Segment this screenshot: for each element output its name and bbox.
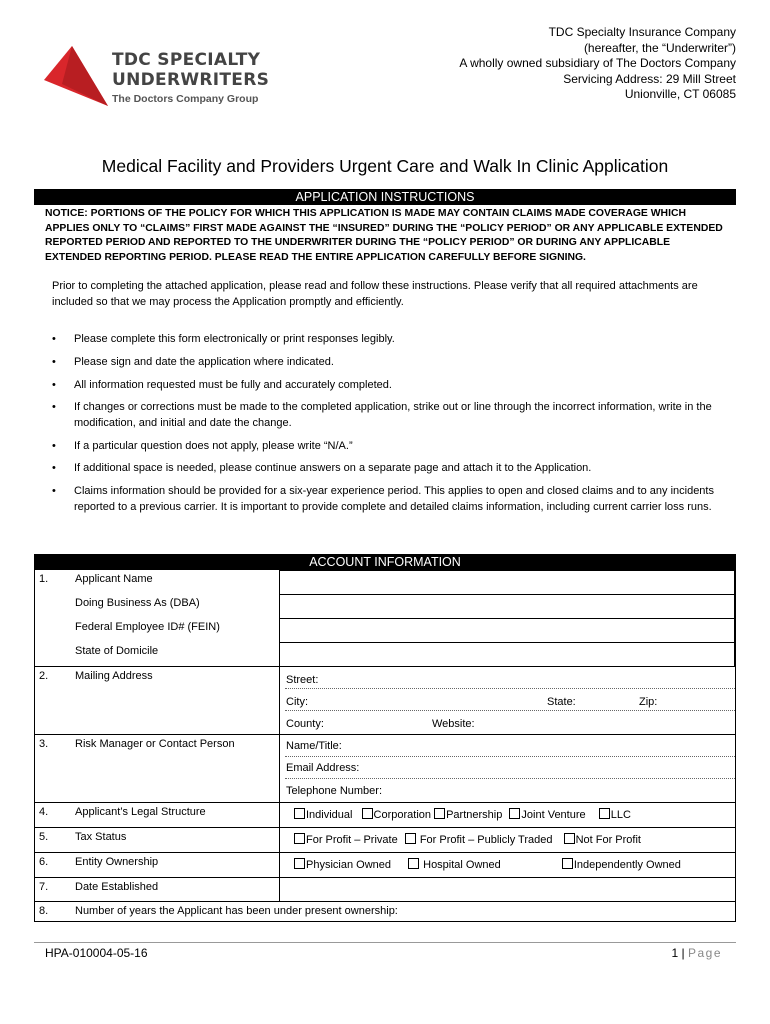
option-for-profit-public[interactable] bbox=[405, 833, 553, 846]
question-number: 7. bbox=[39, 881, 49, 893]
option-label: Physician Owned bbox=[306, 859, 391, 871]
column-divider bbox=[279, 853, 280, 878]
checkbox[interactable] bbox=[562, 858, 573, 869]
option-partnership[interactable] bbox=[434, 808, 502, 821]
company-line: (hereafter, the “Underwriter”) bbox=[583, 40, 736, 55]
question-row-4 bbox=[35, 802, 735, 828]
column-divider bbox=[279, 828, 280, 853]
instruction-item: • Claims information should be provided for a six-year experience period. This applies to open and closed claims and to any incidents reported to a previous carrier. It is important to provide complete and detailed claims information, including current carrier loss runs. bbox=[52, 484, 732, 515]
checkbox[interactable] bbox=[294, 858, 305, 869]
name-title-field[interactable]: Name/Title: bbox=[286, 740, 342, 752]
option-corporation[interactable] bbox=[362, 808, 431, 821]
checkbox[interactable] bbox=[509, 808, 520, 819]
question-number: 3. bbox=[39, 738, 49, 750]
dotted-divider bbox=[285, 756, 735, 757]
zip-field[interactable]: Zip: bbox=[639, 696, 658, 708]
legal-structure-label: Applicant’s Legal Structure bbox=[75, 806, 206, 818]
company-line: TDC Specialty Insurance Company bbox=[548, 25, 736, 39]
option-label: Independently Owned bbox=[573, 859, 681, 871]
instruction-item: • Please complete this form electronically or print responses legibly. bbox=[52, 332, 732, 348]
company-line: A wholly owned subsidiary of The Doctors Company bbox=[459, 56, 736, 70]
company-line: Servicing Address: 29 Mill Street bbox=[563, 71, 736, 86]
logo-text-line2: UNDERWRITERS bbox=[112, 70, 270, 90]
form-code: HPA-010004-05-16 bbox=[45, 946, 148, 960]
state-field[interactable]: State: bbox=[547, 696, 576, 708]
logo-text-line3: The Doctors Company Group bbox=[112, 93, 259, 105]
document-title: Medical Facility and Providers Urgent Care and Walk In Clinic Application bbox=[101, 156, 669, 176]
checkbox[interactable] bbox=[408, 858, 419, 869]
date-established-input[interactable] bbox=[280, 878, 735, 901]
page-number: 1 bbox=[671, 946, 679, 960]
date-established-label: Date Established bbox=[75, 881, 159, 893]
option-physician-owned[interactable] bbox=[294, 858, 391, 871]
page-indicator: 1 | Page bbox=[671, 946, 722, 960]
fein-label: Federal Employee ID# (FEIN) bbox=[75, 621, 220, 633]
option-label: LLC bbox=[610, 809, 631, 821]
option-label: For Profit – Private bbox=[306, 834, 398, 846]
city-field[interactable]: City: bbox=[286, 696, 308, 708]
website-field[interactable]: Website: bbox=[432, 718, 475, 730]
question-row-3 bbox=[35, 734, 735, 803]
instruction-item: • If additional space is needed, please continue answers on a separate page and attach it to the Application. bbox=[52, 461, 732, 477]
page-word: Page bbox=[687, 946, 722, 960]
option-label: Not For Profit bbox=[575, 834, 641, 846]
street-field[interactable]: Street: bbox=[286, 674, 319, 686]
option-joint-venture[interactable] bbox=[509, 808, 585, 821]
company-line: Unionville, CT 06085 bbox=[624, 87, 736, 101]
column-divider bbox=[279, 803, 280, 828]
question-row-6 bbox=[35, 852, 735, 878]
company-logo bbox=[42, 44, 270, 110]
instructions-header-bar: APPLICATION INSTRUCTIONS bbox=[34, 189, 736, 205]
dotted-divider bbox=[285, 688, 735, 689]
dba-input[interactable] bbox=[279, 594, 735, 619]
checkbox[interactable] bbox=[599, 808, 610, 819]
question-number: 6. bbox=[39, 856, 49, 868]
dotted-divider bbox=[285, 710, 735, 711]
years-ownership-label: Number of years the Applicant has been under present ownership: bbox=[75, 905, 398, 917]
instruction-item: • All information requested must be fully and accurately completed. bbox=[52, 378, 732, 394]
company-address-block bbox=[459, 25, 736, 103]
option-label: Hospital Owned bbox=[423, 859, 501, 871]
instruction-item: • If changes or corrections must be made to the completed application, strike out or line through the incorrect information, write in the modification, and initial and date the change. bbox=[52, 400, 732, 431]
domicile-input[interactable] bbox=[279, 642, 735, 667]
account-header-bar: ACCOUNT INFORMATION bbox=[34, 554, 736, 570]
tax-status-options bbox=[294, 833, 641, 846]
question-number: 2. bbox=[39, 670, 49, 682]
option-independently-owned[interactable] bbox=[562, 858, 681, 871]
checkbox[interactable] bbox=[564, 833, 575, 844]
mailing-address-label: Mailing Address bbox=[75, 670, 153, 682]
legal-structure-options bbox=[294, 808, 631, 821]
logo-triangle-icon bbox=[42, 44, 112, 110]
option-llc[interactable] bbox=[599, 808, 631, 821]
account-info-table bbox=[34, 570, 736, 922]
question-row-1 bbox=[35, 570, 735, 666]
instruction-item: • Please sign and date the application where indicated. bbox=[52, 355, 732, 371]
column-divider bbox=[279, 667, 280, 735]
county-field[interactable]: County: bbox=[286, 718, 324, 730]
domicile-label: State of Domicile bbox=[75, 645, 159, 657]
dba-label: Doing Business As (DBA) bbox=[75, 597, 200, 609]
question-row-5 bbox=[35, 827, 735, 853]
instruction-item: • If a particular question does not apply, please write “N/A.” bbox=[52, 439, 732, 455]
option-for-profit-private[interactable] bbox=[294, 833, 398, 846]
footer-divider bbox=[34, 942, 736, 943]
option-label: Corporation bbox=[373, 809, 432, 821]
option-label: For Profit – Publicly Traded bbox=[419, 834, 553, 846]
question-number: 5. bbox=[39, 831, 49, 843]
question-number: 8. bbox=[39, 905, 49, 917]
telephone-field[interactable]: Telephone Number: bbox=[286, 785, 383, 797]
instruction-list bbox=[52, 332, 732, 523]
applicant-name-input[interactable] bbox=[279, 570, 735, 595]
question-number: 4. bbox=[39, 806, 49, 818]
email-field[interactable]: Email Address: bbox=[286, 762, 360, 774]
option-label: Individual bbox=[306, 809, 353, 821]
notice-text: NOTICE: PORTIONS OF THE POLICY FOR WHICH THIS APPLICATION IS MADE MAY CONTAIN CLAIMS MADE COVERAGE WHICH APPLIES ONLY TO “CLAIMS” FIRST MADE AGAINST THE “INSURED” DURING THE “POLICY PERIOD” OR ANY APPLICABLE EXTENDED REPORTED PERIOD AND REPORTED TO THE UNDERWRITER DURING THE “POLICY PERIOD” OR DURING ANY APPLICABLE EXTENDED REPORTING PERIOD. PLEASE READ THE ENTIRE APPLICATION CAREFULLY BEFORE SIGNING. bbox=[45, 208, 723, 263]
logo-text-line1: TDC SPECIALTY bbox=[112, 50, 261, 70]
checkbox[interactable] bbox=[362, 808, 373, 819]
option-label: Joint Venture bbox=[521, 809, 586, 821]
checkbox[interactable] bbox=[294, 833, 305, 844]
option-hospital-owned[interactable] bbox=[408, 858, 501, 871]
fein-input[interactable] bbox=[279, 618, 735, 643]
applicant-name-label: Applicant Name bbox=[75, 573, 153, 585]
option-not-for-profit[interactable] bbox=[564, 833, 641, 846]
question-row-2 bbox=[35, 666, 735, 735]
question-row-8 bbox=[35, 901, 735, 922]
option-individual[interactable] bbox=[294, 808, 352, 821]
dotted-divider bbox=[285, 778, 735, 779]
tax-status-label: Tax Status bbox=[75, 831, 127, 843]
checkbox[interactable] bbox=[405, 833, 416, 844]
entity-ownership-options bbox=[294, 858, 681, 871]
intro-text: Prior to completing the attached application, please read and follow these instructions. Please verify that all required attachments are included so that we may process the Application promptly and efficiently. bbox=[52, 280, 698, 308]
option-label: Partnership bbox=[446, 809, 503, 821]
entity-ownership-label: Entity Ownership bbox=[75, 856, 159, 868]
contact-person-label: Risk Manager or Contact Person bbox=[75, 738, 235, 750]
checkbox[interactable] bbox=[294, 808, 305, 819]
checkbox[interactable] bbox=[434, 808, 445, 819]
column-divider bbox=[279, 735, 280, 803]
question-number: 1. bbox=[39, 573, 49, 585]
question-row-7 bbox=[35, 877, 735, 902]
